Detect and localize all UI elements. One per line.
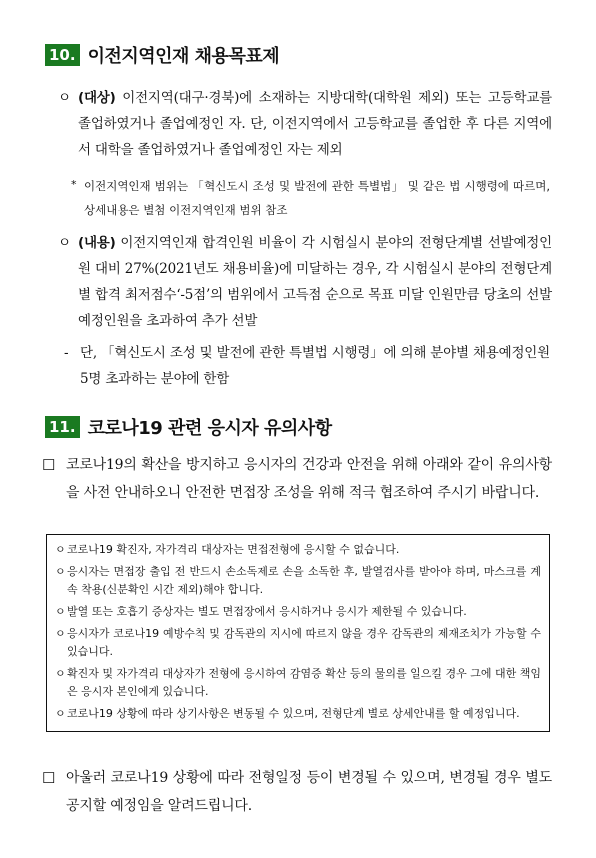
target-label: (대상) bbox=[78, 90, 116, 106]
notice-item: ㅇ 응시자가 코로나19 예방수칙 및 감독관의 지시에 따르지 않을 경우 감독관의 제재조치가 가능할 수 있습니다. bbox=[55, 627, 541, 658]
circle-bullet-icon: ㅇ bbox=[55, 565, 66, 578]
notice-item: ㅇ 코로나19 확진자, 자가격리 대상자는 면접전형에 응시할 수 없습니다. bbox=[55, 541, 541, 559]
content-text: 이전지역인재 합격인원 비율이 각 시험실시 분야의 전형단계별 선발예정인원 대비 27%(2021년도 채용비율)에 미달하는 경우, 각 시험실시 분야의 전형단계별 합격 최저점수‘-5점’의 범위에서 고득점 순으로 목표 미달 인원만큼 당초의 선발예정인원을 초과하여 추가 선발 bbox=[78, 235, 552, 329]
target-paragraph bbox=[58, 85, 552, 163]
notice-box bbox=[46, 534, 550, 732]
checkbox-icon: ☐ bbox=[42, 769, 56, 787]
section-10-heading bbox=[45, 42, 279, 68]
notice-item: ㅇ 확진자 및 자가격리 대상자가 전형에 응시하여 감염증 확산 등의 물의를 일으킬 경우 그에 대한 책임은 응시자 본인에게 있습니다. bbox=[55, 667, 541, 698]
section-number: 10. bbox=[45, 44, 80, 66]
notice-item: ㅇ 응시자는 면접장 출입 전 반드시 손소독제로 손을 소독한 후, 발열검사를 받아야 하며, 마스크를 계속 착용(신분확인 시간 제외)해야 합니다. bbox=[55, 565, 541, 596]
content-paragraph bbox=[58, 230, 552, 334]
footnote bbox=[71, 174, 550, 222]
closing-text: 아울러 코로나19 상황에 따라 전형일정 등이 변경될 수 있으며, 변경될 경우 별도 공지할 예정임을 알려드립니다. bbox=[66, 770, 552, 814]
circle-bullet-icon: ㅇ bbox=[58, 235, 71, 251]
sub-paragraph bbox=[64, 340, 550, 392]
section-title: 이전지역인재 채용목표제 bbox=[87, 46, 280, 67]
intro-text: 코로나19의 확산을 방지하고 응시자의 건강과 안전을 위해 아래와 같이 유의사항을 사전 안내하오니 안전한 면접장 조성을 위해 적극 협조하여 주시기 바랍니다. bbox=[66, 457, 552, 501]
sub-text: 단, 「혁신도시 조성 및 발전에 관한 특별법 시행령」에 의해 분야별 채용예정인원 5명 초과하는 분야에 한함 bbox=[80, 345, 550, 387]
circle-bullet-icon: ㅇ bbox=[55, 707, 66, 720]
content-label: (내용) bbox=[78, 235, 116, 251]
circle-bullet-icon: ㅇ bbox=[58, 90, 71, 106]
intro-paragraph bbox=[42, 451, 552, 507]
section-title: 코로나19 관련 응시자 유의사항 bbox=[87, 418, 332, 439]
checkbox-icon: ☐ bbox=[42, 456, 56, 474]
circle-bullet-icon: ㅇ bbox=[55, 605, 66, 618]
closing-paragraph bbox=[42, 764, 552, 820]
circle-bullet-icon: ㅇ bbox=[55, 543, 66, 556]
circle-bullet-icon: ㅇ bbox=[55, 627, 66, 640]
dash-icon: - bbox=[64, 345, 69, 361]
asterisk-icon: * bbox=[71, 178, 77, 191]
target-text: 이전지역(대구·경북)에 소재하는 지방대학(대학원 제외) 또는 고등학교를 졸업하였거나 졸업예정인 자. 단, 이전지역에서 고등학교를 졸업한 후 다른 지역에서 대학을 졸업하였거나 졸업예정인 자는 제외 bbox=[78, 90, 552, 158]
notice-item: ㅇ 코로나19 상황에 따라 상기사항은 변동될 수 있으며, 전형단계 별로 상세안내를 할 예정입니다. bbox=[55, 705, 541, 723]
section-number: 11. bbox=[45, 416, 80, 438]
section-11-heading bbox=[45, 414, 332, 440]
circle-bullet-icon: ㅇ bbox=[55, 667, 66, 680]
footnote-text: 이전지역인재 범위는 「혁신도시 조성 및 발전에 관한 특별법」 및 같은 법 시행령에 따르며, 상세내용은 별첨 이전지역인재 범위 참조 bbox=[84, 179, 550, 217]
notice-item: ㅇ 발열 또는 호흡기 증상자는 별도 면접장에서 응시하거나 응시가 제한될 수 있습니다. bbox=[55, 603, 541, 621]
